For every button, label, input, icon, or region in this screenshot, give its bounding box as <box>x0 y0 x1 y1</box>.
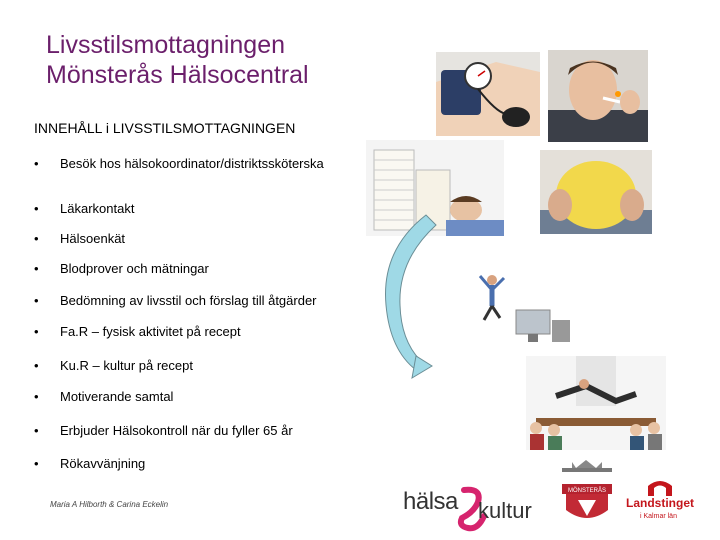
celebration-illustration <box>526 356 666 450</box>
bullet-marker: • <box>34 201 39 216</box>
title-line-1: Livsstilsmottagningen <box>46 31 286 59</box>
jumping-man-illustration <box>466 270 574 346</box>
landstinget-word: Landstinget <box>626 496 694 510</box>
curved-arrow-icon <box>376 210 446 380</box>
bullet-marker: • <box>34 456 39 471</box>
bullet-marker: • <box>34 358 39 373</box>
halsa-word: hälsa <box>403 488 458 515</box>
author-credit: Maria A Hilborth & Carina Eckelin <box>50 500 169 509</box>
bullet-marker: • <box>34 156 39 171</box>
bullet-marker: • <box>34 293 39 308</box>
bullet-marker: • <box>34 423 39 438</box>
bullet-marker: • <box>34 261 39 276</box>
bullet-marker: • <box>34 324 39 339</box>
section-heading: INNEHÅLL i LIVSSTILSMOTTAGNINGEN <box>34 120 296 136</box>
kultur-word: kultur <box>478 498 532 523</box>
blood-pressure-photo <box>436 52 540 136</box>
monsteras-label: MÖNSTERÅS <box>567 488 606 494</box>
jumping-man-photo <box>466 270 574 346</box>
smoker-photo <box>548 50 648 142</box>
landstinget-sub: i Kalmar län <box>640 513 677 520</box>
bullet-marker: • <box>34 231 39 246</box>
overweight-photo <box>540 150 652 234</box>
title-line-2: Mönsterås Hälsocentral <box>46 61 309 89</box>
blood-pressure-illustration <box>436 52 540 136</box>
slide-title <box>46 30 309 90</box>
bullet-marker: • <box>34 389 39 404</box>
celebration-photo <box>526 356 666 450</box>
smoker-illustration <box>548 50 648 142</box>
overweight-illustration <box>540 150 652 234</box>
landstinget-arch-icon <box>646 478 674 496</box>
